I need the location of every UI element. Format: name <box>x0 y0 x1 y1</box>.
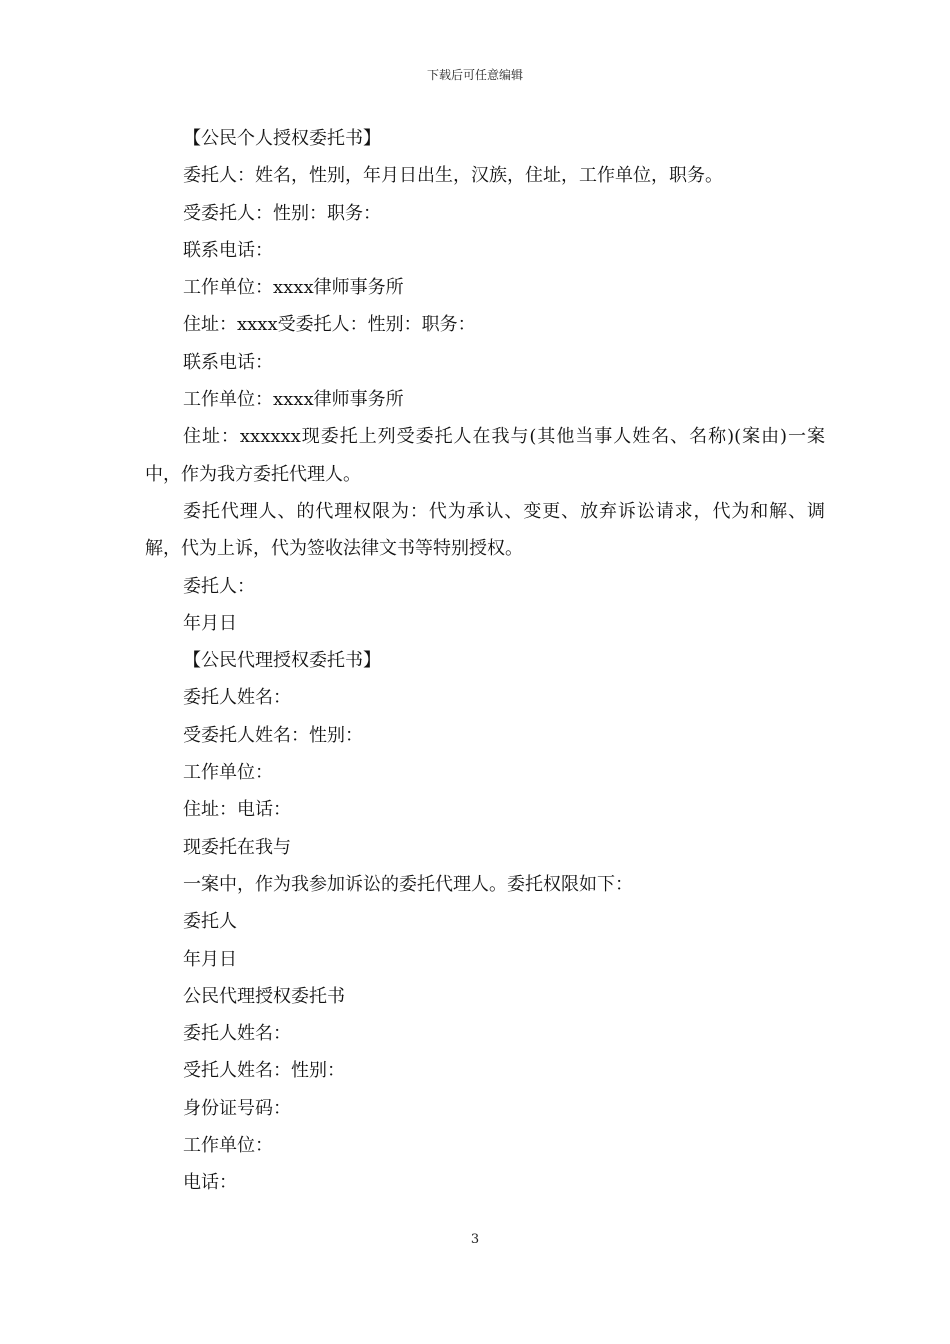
document-body <box>145 120 825 1202</box>
paragraph: 受托人姓名：性别： <box>183 1060 345 1082</box>
paragraph: 工作单位： <box>183 1135 273 1157</box>
paragraph: 一案中，作为我参加诉讼的委托代理人。委托权限如下： <box>183 873 633 895</box>
section-title: 【公民代理授权委托书】 <box>183 650 381 672</box>
paragraph: 联系电话： <box>183 239 273 261</box>
paragraph: 委托代理人、的代理权限为：代为承认、变更、放弃诉讼请求，代为和解、调解，代为上诉，代为签收法律文书等特别授权。 <box>145 500 825 560</box>
paragraph: 受委托人：性别：职务： <box>183 202 381 224</box>
paragraph: 受委托人姓名：性别： <box>183 724 363 746</box>
paragraph: 工作单位：xxxx律师事务所 <box>183 389 404 411</box>
paragraph: 住址：电话： <box>183 799 291 821</box>
section-title: 【公民个人授权委托书】 <box>183 128 381 149</box>
paragraph: 联系电话： <box>183 351 273 373</box>
page-number: 3 <box>470 1232 480 1247</box>
paragraph: 委托人 <box>183 911 237 933</box>
section-title: 公民代理授权委托书 <box>183 985 345 1007</box>
paragraph: 电话： <box>183 1172 237 1194</box>
paragraph: 年月日 <box>183 612 237 634</box>
paragraph: 住址：xxxx受委托人：性别：职务： <box>183 314 476 336</box>
paragraph: 现委托在我与 <box>183 836 291 858</box>
paragraph: 年月日 <box>183 948 237 970</box>
paragraph: 工作单位： <box>183 762 273 784</box>
paragraph: 工作单位：xxxx律师事务所 <box>183 277 404 299</box>
paragraph: 住址：xxxxxx现委托上列受委托人在我与(其他当事人姓名、名称)(案由)一案中，作为我方委托代理人。 <box>145 426 825 485</box>
paragraph: 身份证号码： <box>183 1097 291 1119</box>
page-header: 下载后可任意编辑 <box>426 68 523 82</box>
paragraph: 委托人姓名： <box>183 687 291 709</box>
paragraph: 委托人： <box>183 575 255 597</box>
paragraph: 委托人：姓名，性别，年月日出生，汉族，住址，工作单位，职务。 <box>183 165 723 187</box>
paragraph: 委托人姓名： <box>183 1023 291 1045</box>
